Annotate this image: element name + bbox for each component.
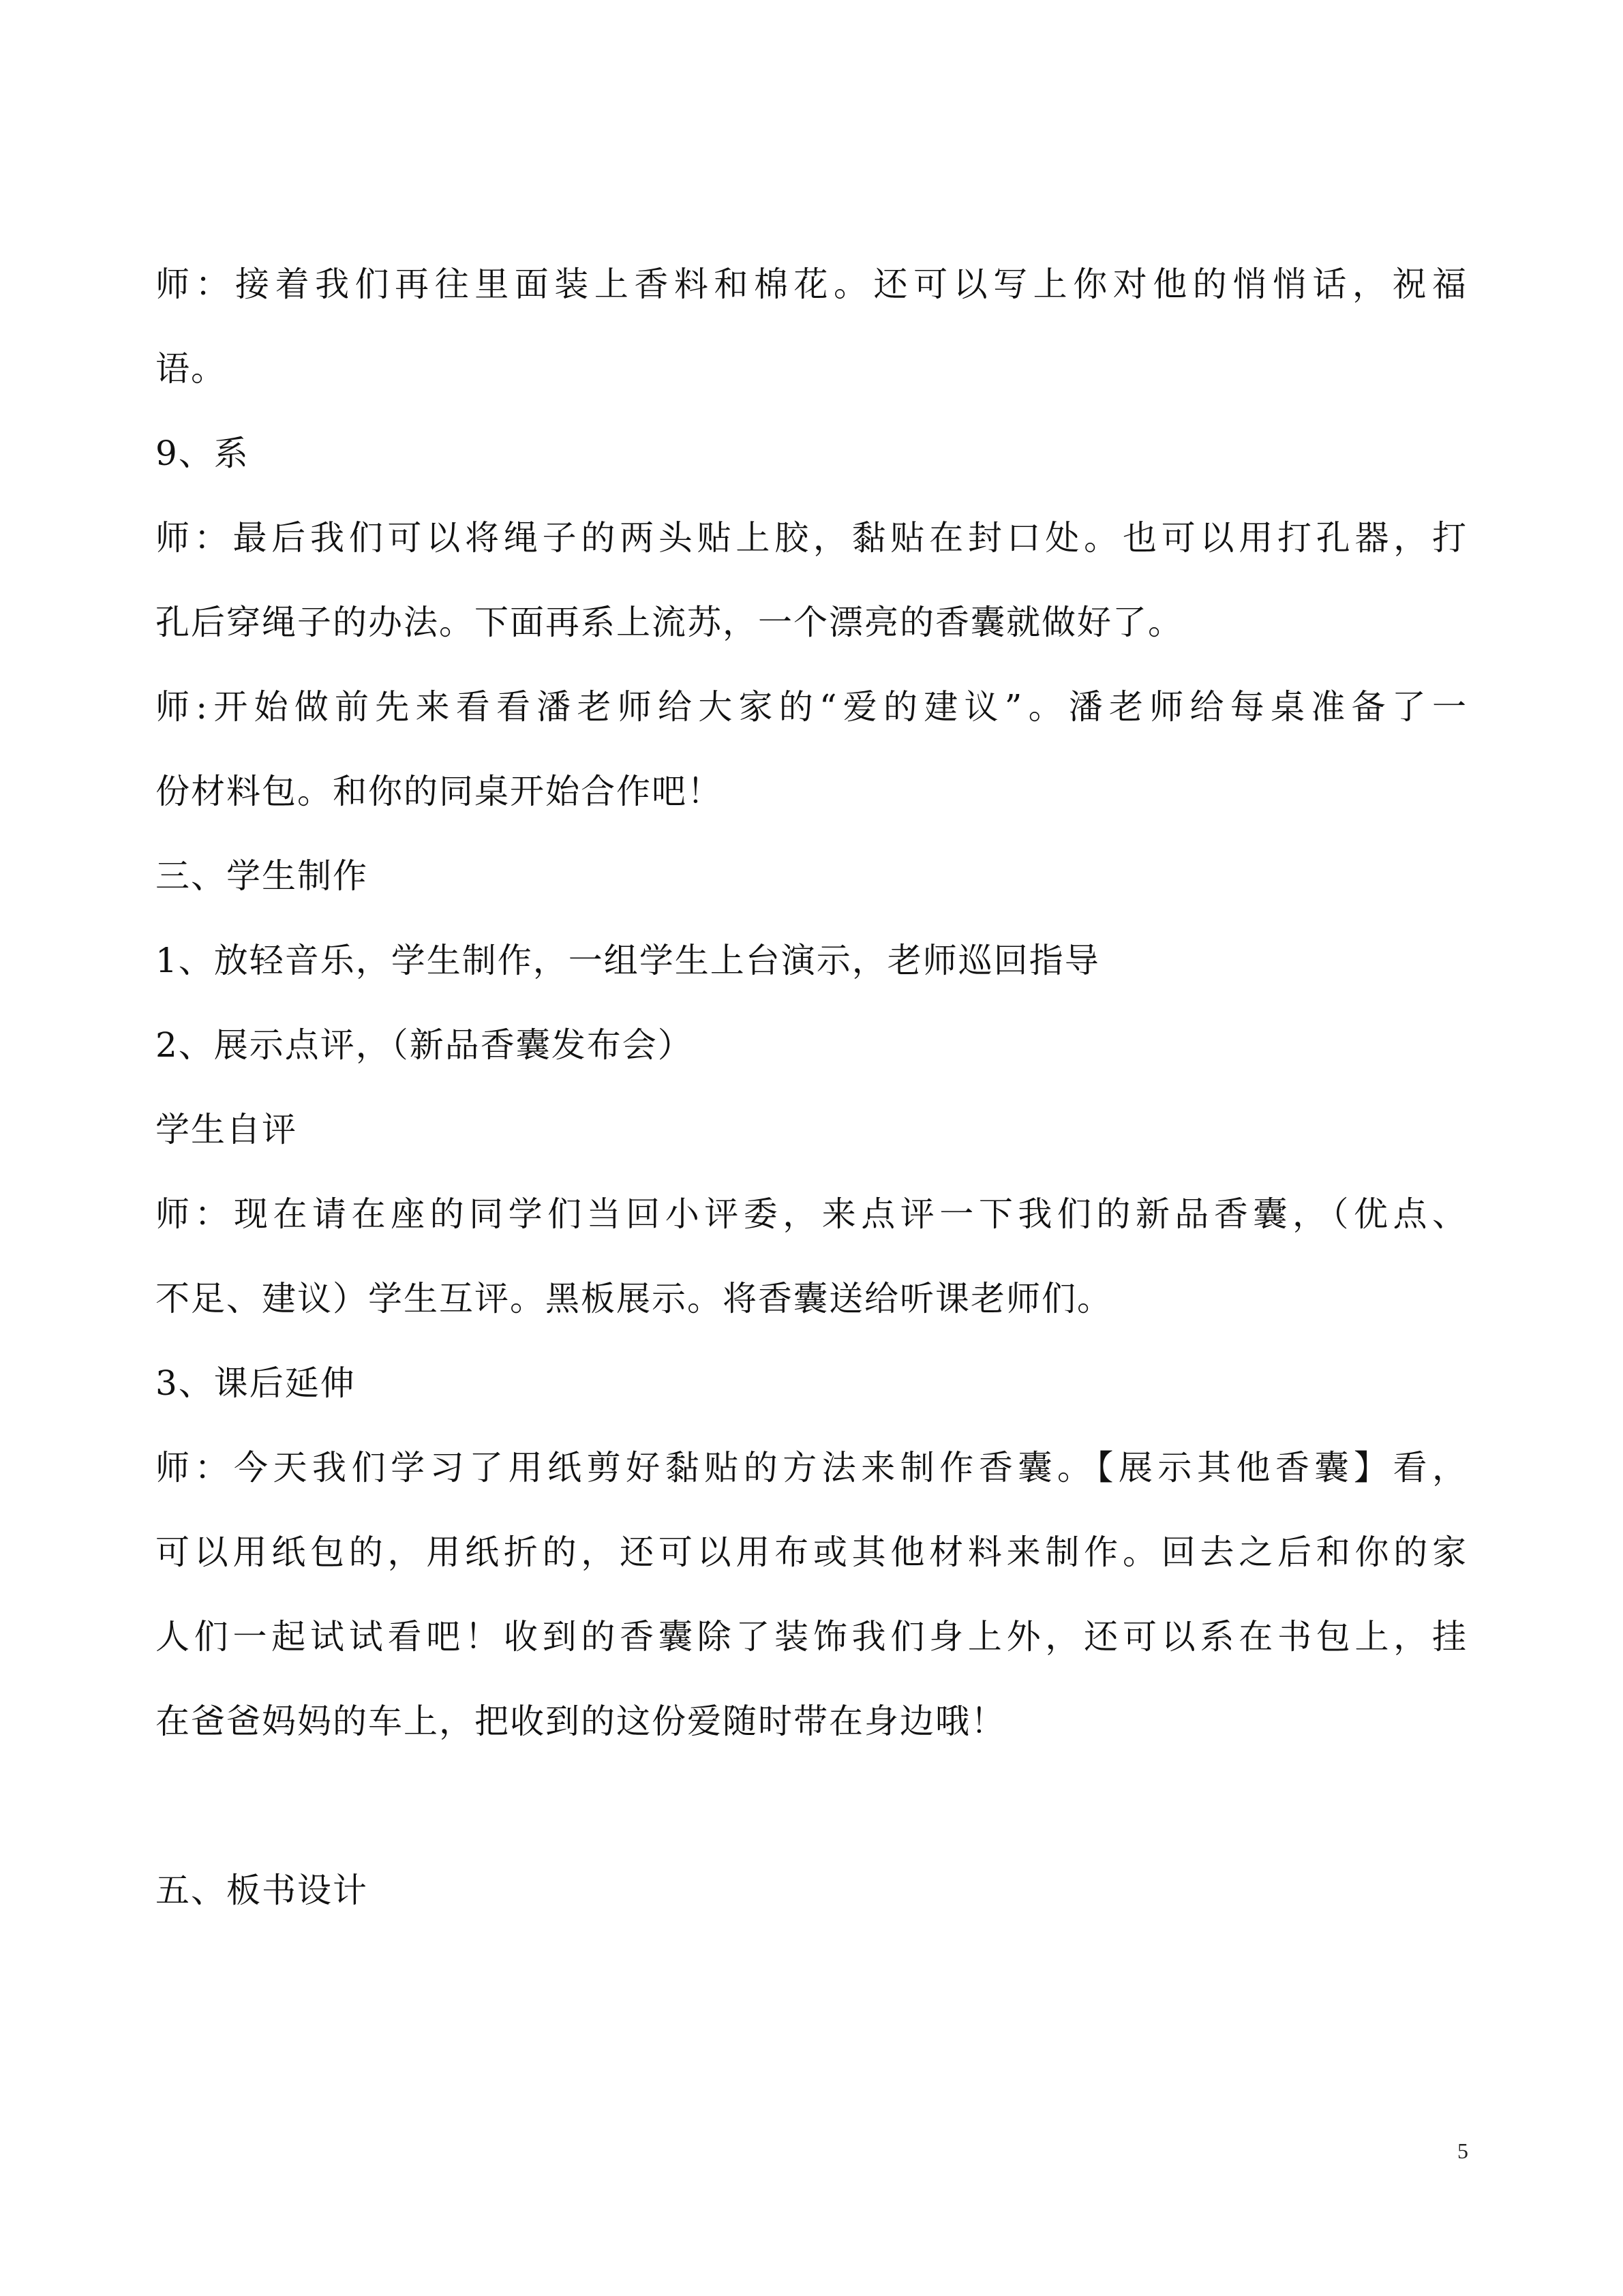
text-line: 师：最后我们可以将绳子的两头贴上胶，黏贴在封口处。也可以用打孔器，打	[155, 518, 1468, 558]
text-line: 师：现在请在座的同学们当回小评委，来点评一下我们的新品香囊，（优点、	[155, 1194, 1468, 1234]
subheading: 学生自评	[155, 1110, 297, 1149]
text-line: 可以用纸包的，用纸折的，还可以用布或其他材料来制作。回去之后和你的家	[155, 1532, 1468, 1572]
document-body	[155, 242, 1468, 1933]
list-item: 2、展示点评，（新品香囊发布会）	[155, 1025, 693, 1065]
section-heading: 三、学生制作	[155, 856, 368, 896]
list-item: 3、课后延伸	[155, 1363, 356, 1403]
text-line: 师：接着我们再往里面装上香料和棉花。还可以写上你对他的悄悄话，祝福	[155, 265, 1468, 304]
text-line: 孔后穿绳子的办法。下面再系上流苏，一个漂亮的香囊就做好了。	[155, 603, 1183, 642]
text-line: 在爸爸妈妈的车上，把收到的这份爱随时带在身边哦！	[155, 1702, 1006, 1741]
text-line: 份材料包。和你的同桌开始合作吧！	[155, 772, 723, 811]
text-line: 语。	[155, 349, 226, 389]
text-line: 人们一起试试看吧！收到的香囊除了装饰我们身上外，还可以系在书包上，挂	[155, 1617, 1468, 1657]
page-number: 5	[1457, 2139, 1468, 2163]
list-item: 1、放轻音乐，学生制作，一组学生上台演示，老师巡回指导	[155, 941, 1100, 980]
text-line: 不足、建议）学生互评。黑板展示。将香囊送给听课老师们。	[155, 1279, 1112, 1318]
text-line: 师:开始做前先来看看潘老师给大家的“爱的建议”。潘老师给每桌准备了一	[155, 687, 1468, 727]
step-heading: 9、系	[155, 434, 249, 473]
section-heading: 五、板书设计	[155, 1871, 368, 1910]
text-line: 师：今天我们学习了用纸剪好黏贴的方法来制作香囊。【展示其他香囊】看，	[155, 1448, 1468, 1487]
blank-line	[155, 1764, 1468, 1848]
